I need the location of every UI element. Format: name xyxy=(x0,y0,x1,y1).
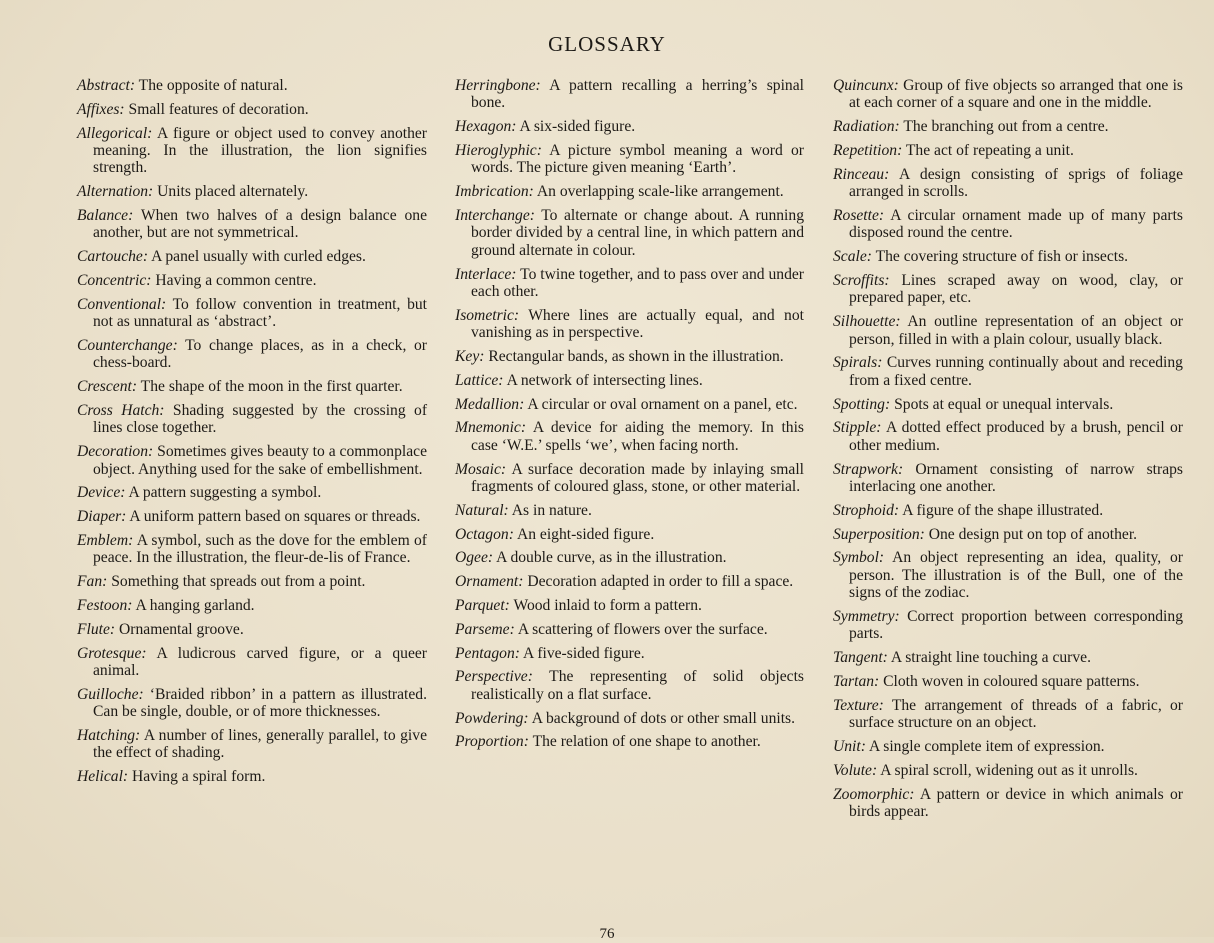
glossary-term: Abstract: xyxy=(77,77,136,94)
glossary-term: Strapwork: xyxy=(833,460,904,478)
glossary-entry xyxy=(833,313,1183,348)
glossary-entry xyxy=(455,118,804,135)
glossary-definition: Rectangular bands, as shown in the illustration. xyxy=(488,348,784,366)
glossary-entry xyxy=(833,354,1183,389)
glossary-definition: The covering structure of fish or insects. xyxy=(875,248,1129,266)
glossary-entry xyxy=(77,272,427,289)
glossary-term: Hatching: xyxy=(77,727,141,744)
glossary-definition: Something that spreads out from a point. xyxy=(111,573,366,591)
glossary-entry xyxy=(77,337,427,372)
glossary-term: Festoon: xyxy=(77,597,133,614)
glossary-definition: Small features of decoration. xyxy=(128,100,309,118)
glossary-entry xyxy=(77,484,427,501)
glossary-entry xyxy=(455,668,804,703)
glossary-term: Flute: xyxy=(77,620,116,638)
glossary-definition: Sometimes gives beauty to a commonplace object. Anything used for the sake of embellishment. xyxy=(93,443,427,478)
glossary-definition: A pattern or device in which animals or birds appear. xyxy=(849,785,1183,821)
glossary-definition: The shape of the moon in the first quarter. xyxy=(140,378,403,396)
glossary-entry xyxy=(455,733,804,750)
glossary-term: Parseme: xyxy=(455,620,515,638)
glossary-column-2 xyxy=(455,77,804,757)
glossary-entry xyxy=(455,645,804,662)
glossary-entry xyxy=(833,248,1183,265)
glossary-entry xyxy=(455,573,804,590)
glossary-term: Stipple: xyxy=(833,419,882,437)
glossary-term: Scale: xyxy=(833,248,872,266)
glossary-entry xyxy=(77,101,427,118)
glossary-entry xyxy=(77,77,427,94)
glossary-entry xyxy=(77,645,427,680)
glossary-definition: Lines scraped away on wood, clay, or prepared paper, etc. xyxy=(849,272,1183,307)
glossary-entry xyxy=(77,621,427,638)
glossary-entry xyxy=(833,526,1183,543)
glossary-definition: Ornament consisting of narrow straps interlacing one another. xyxy=(849,460,1183,496)
glossary-entry xyxy=(833,786,1183,821)
glossary-term: Superposition: xyxy=(833,525,925,543)
glossary-entry xyxy=(833,461,1183,496)
glossary-term: Mnemonic: xyxy=(455,419,527,437)
glossary-entry xyxy=(833,649,1183,666)
glossary-term: Helical: xyxy=(77,768,129,786)
glossary-term: Unit: xyxy=(833,738,866,756)
glossary-definition: A number of lines, generally parallel, to give the effect of shading. xyxy=(93,727,427,762)
glossary-definition: The relation of one shape to another. xyxy=(532,733,761,751)
glossary-entry xyxy=(77,727,427,762)
glossary-term: Perspective: xyxy=(455,668,533,686)
glossary-definition: A design consisting of sprigs of foliage arranged in scrolls. xyxy=(849,165,1183,201)
glossary-entry xyxy=(833,608,1183,643)
glossary-entry xyxy=(77,378,427,395)
glossary-entry xyxy=(77,183,427,200)
glossary-definition: The branching out from a centre. xyxy=(903,118,1109,136)
glossary-definition: An outline representation of an object or person, filled in with a plain colour, usually black. xyxy=(849,313,1183,348)
glossary-definition: Correct proportion between corresponding parts. xyxy=(849,608,1183,643)
glossary-definition: Shading suggested by the crossing of lines close together. xyxy=(93,402,428,437)
glossary-term: Hexagon: xyxy=(455,118,517,136)
glossary-column-1 xyxy=(77,77,427,792)
glossary-definition: As in nature. xyxy=(511,501,592,519)
glossary-term: Powdering: xyxy=(455,709,529,727)
glossary-definition: Having a common centre. xyxy=(155,272,317,289)
glossary-term: Scroffits: xyxy=(833,272,890,289)
glossary-entry xyxy=(455,549,804,566)
glossary-term: Guilloche: xyxy=(77,685,144,703)
glossary-definition: The representing of solid objects realistically on a flat surface. xyxy=(471,668,804,703)
glossary-definition: A ludicrous carved figure, or a queer animal. xyxy=(93,644,427,679)
glossary-definition: Curves running continually about and receding from a fixed centre. xyxy=(849,354,1183,389)
glossary-entry xyxy=(833,118,1183,135)
glossary-definition: One design put on top of another. xyxy=(928,525,1138,543)
glossary-definition: Units placed alternately. xyxy=(157,183,309,201)
glossary-term: Herringbone: xyxy=(455,77,541,94)
glossary-definition: The act of repeating a unit. xyxy=(905,142,1074,159)
glossary-entry xyxy=(455,597,804,614)
glossary-definition: A five-sided figure. xyxy=(523,644,645,662)
glossary-definition: A panel usually with curled edges. xyxy=(151,248,366,266)
glossary-term: Quincunx: xyxy=(833,77,899,94)
glossary-term: Spotting: xyxy=(833,395,891,413)
glossary-definition: A spiral scroll, widening out as it unrolls. xyxy=(880,761,1138,779)
glossary-entry xyxy=(455,419,804,454)
glossary-entry xyxy=(455,502,804,519)
glossary-term: Mosaic: xyxy=(455,460,507,478)
glossary-definition: An object representing an idea, quality, or person. The illustration is of the Bull, one of the signs of the zodiac. xyxy=(849,549,1183,602)
glossary-entry xyxy=(833,697,1183,732)
glossary-entry xyxy=(455,142,804,177)
glossary-entry xyxy=(833,673,1183,690)
glossary-entry xyxy=(77,443,427,478)
glossary-definition: A six-sided figure. xyxy=(519,118,636,136)
glossary-definition: A hanging garland. xyxy=(135,597,255,614)
glossary-definition: A uniform pattern based on squares or threads. xyxy=(129,508,421,526)
glossary-definition: A scattering of flowers over the surface. xyxy=(517,620,768,638)
glossary-term: Radiation: xyxy=(833,118,900,136)
glossary-term: Imbrication: xyxy=(455,183,534,201)
glossary-entry xyxy=(455,183,804,200)
glossary-term: Silhouette: xyxy=(833,313,901,331)
glossary-entry xyxy=(77,508,427,525)
glossary-definition: When two halves of a design balance one another, but are not symmetrical. xyxy=(93,207,428,242)
glossary-term: Symbol: xyxy=(833,549,885,567)
glossary-term: Texture: xyxy=(833,696,884,714)
glossary-definition: A picture symbol meaning a word or words. The picture given meaning ‘Earth’. xyxy=(471,142,804,177)
glossary-entry xyxy=(833,207,1183,242)
glossary-definition: Ornamental groove. xyxy=(119,620,244,638)
glossary-definition: Wood inlaid to form a pattern. xyxy=(513,597,702,614)
glossary-entry xyxy=(833,77,1183,112)
glossary-term: Grotesque: xyxy=(77,644,147,662)
glossary-entry xyxy=(455,396,804,413)
glossary-term: Cartouche: xyxy=(77,248,149,266)
glossary-term: Medallion: xyxy=(455,395,525,413)
glossary-definition: Where lines are actually equal, and not vanishing as in perspective. xyxy=(471,306,804,342)
glossary-definition: Cloth woven in coloured square patterns. xyxy=(883,673,1140,691)
glossary-definition: A dotted effect produced by a brush, pencil or other medium. xyxy=(849,419,1183,454)
glossary-entry xyxy=(833,762,1183,779)
glossary-entry xyxy=(833,166,1183,201)
glossary-entry xyxy=(833,419,1183,454)
glossary-entry xyxy=(77,125,427,177)
glossary-term: Balance: xyxy=(77,207,134,224)
glossary-term: Repetition: xyxy=(833,142,903,159)
page-number: 76 xyxy=(599,926,615,942)
glossary-entry xyxy=(833,142,1183,159)
glossary-term: Strophoid: xyxy=(833,501,900,519)
glossary-entry xyxy=(77,597,427,614)
glossary-entry xyxy=(833,396,1183,413)
glossary-term: Lattice: xyxy=(455,371,504,389)
glossary-entry xyxy=(77,402,427,437)
glossary-term: Octagon: xyxy=(455,525,514,543)
glossary-definition: A single complete item of expression. xyxy=(868,738,1105,756)
glossary-term: Alternation: xyxy=(77,183,154,201)
glossary-entry xyxy=(455,77,804,112)
glossary-definition: A figure of the shape illustrated. xyxy=(902,501,1104,519)
glossary-definition: To alternate or change about. A running border divided by a central line, in which pattern and ground alternate in colour. xyxy=(471,207,804,259)
glossary-definition: A device for aiding the memory. In this case ‘W.E.’ spells ‘we’, when facing north. xyxy=(471,419,804,454)
glossary-definition: A network of intersecting lines. xyxy=(506,371,703,389)
glossary-term: Diaper: xyxy=(77,508,127,526)
glossary-term: Rosette: xyxy=(833,207,885,224)
glossary-term: Crescent: xyxy=(77,378,138,396)
glossary-definition: Having a spiral form. xyxy=(132,768,266,786)
glossary-term: Symmetry: xyxy=(833,608,900,626)
glossary-entry xyxy=(455,266,804,301)
glossary-entry xyxy=(833,272,1183,307)
glossary-definition: Spots at equal or unequal intervals. xyxy=(894,395,1114,413)
glossary-entry xyxy=(77,296,427,331)
glossary-definition: To change places, as in a check, or chess-board. xyxy=(93,337,427,372)
glossary-definition: A double curve, as in the illustration. xyxy=(496,549,727,567)
glossary-entry xyxy=(77,573,427,590)
glossary-definition: To twine together, and to pass over and under each other. xyxy=(471,265,804,301)
glossary-term: Counterchange: xyxy=(77,337,178,354)
glossary-definition: An overlapping scale-like arrangement. xyxy=(536,183,784,201)
glossary-entry xyxy=(77,768,427,785)
glossary-term: Spirals: xyxy=(833,354,883,372)
glossary-definition: To follow convention in treatment, but not as unnatural as ‘abstract’. xyxy=(93,295,427,331)
glossary-term: Rinceau: xyxy=(833,165,890,183)
glossary-term: Parquet: xyxy=(455,597,510,614)
glossary-entry xyxy=(77,248,427,265)
glossary-entry xyxy=(77,532,427,567)
glossary-term: Interchange: xyxy=(455,207,535,224)
glossary-definition: A circular or oval ornament on a panel, etc. xyxy=(527,395,798,413)
glossary-definition: An eight-sided figure. xyxy=(516,525,655,543)
glossary-term: Ogee: xyxy=(455,549,494,567)
glossary-term: Pentagon: xyxy=(455,644,520,662)
glossary-term: Ornament: xyxy=(455,573,524,591)
glossary-term: Tartan: xyxy=(833,673,880,691)
glossary-definition: The arrangement of threads of a fabric, or surface structure on an object. xyxy=(849,696,1183,732)
glossary-term: Natural: xyxy=(455,501,509,519)
glossary-term: Conventional: xyxy=(77,295,167,313)
glossary-definition: Decoration adapted in order to fill a space. xyxy=(527,573,794,591)
glossary-term: Proportion: xyxy=(455,733,529,751)
glossary-entry xyxy=(833,502,1183,519)
glossary-entry xyxy=(455,348,804,365)
glossary-entry xyxy=(455,710,804,727)
glossary-definition: A symbol, such as the dove for the emblem of peace. In the illustration, the fleur-de-lis of France. xyxy=(93,532,427,567)
glossary-definition: A surface decoration made by inlaying small fragments of coloured glass, stone, or other material. xyxy=(471,460,804,496)
glossary-term: Device: xyxy=(77,484,126,502)
glossary-term: Key: xyxy=(455,348,485,366)
glossary-term: Hieroglyphic: xyxy=(455,142,542,159)
glossary-term: Cross Hatch: xyxy=(77,402,165,419)
glossary-entry xyxy=(455,207,804,259)
glossary-entry xyxy=(77,686,427,721)
glossary-definition: A figure or object used to convey another meaning. In the illustration, the lion signifies strength. xyxy=(93,124,428,177)
glossary-term: Concentric: xyxy=(77,272,152,289)
glossary-definition: A background of dots or other small units. xyxy=(531,709,796,727)
glossary-definition: Group of five objects so arranged that one is at each corner of a square and one in the middle. xyxy=(849,77,1183,112)
glossary-entry xyxy=(455,307,804,342)
glossary-entry xyxy=(833,738,1183,755)
glossary-entry xyxy=(455,621,804,638)
page-title: GLOSSARY xyxy=(548,32,666,56)
glossary-term: Affixes: xyxy=(77,100,125,118)
glossary-term: Isometric: xyxy=(455,306,520,324)
glossary-term: Allegorical: xyxy=(77,124,153,142)
glossary-definition: The opposite of natural. xyxy=(138,77,288,94)
glossary-definition: A pattern suggesting a symbol. xyxy=(128,484,322,502)
glossary-column-3 xyxy=(833,77,1183,827)
glossary-entry xyxy=(833,549,1183,601)
glossary-term: Zoomorphic: xyxy=(833,785,915,803)
glossary-term: Decoration: xyxy=(77,443,154,461)
glossary-definition: A pattern recalling a herring’s spinal bone. xyxy=(471,77,804,112)
glossary-term: Volute: xyxy=(833,761,878,779)
glossary-entry xyxy=(455,526,804,543)
glossary-term: Emblem: xyxy=(77,532,134,549)
glossary-term: Tangent: xyxy=(833,649,888,667)
glossary-definition: A circular ornament made up of many parts disposed round the centre. xyxy=(849,207,1183,242)
glossary-term: Fan: xyxy=(77,573,108,591)
glossary-definition: ‘Braided ribbon’ in a pattern as illustrated. Can be single, double, or of more thicknesses. xyxy=(93,685,427,721)
glossary-entry xyxy=(77,207,427,242)
glossary-entry xyxy=(455,461,804,496)
glossary-definition: A straight line touching a curve. xyxy=(890,649,1091,667)
glossary-term: Interlace: xyxy=(455,265,517,283)
glossary-entry xyxy=(455,372,804,389)
